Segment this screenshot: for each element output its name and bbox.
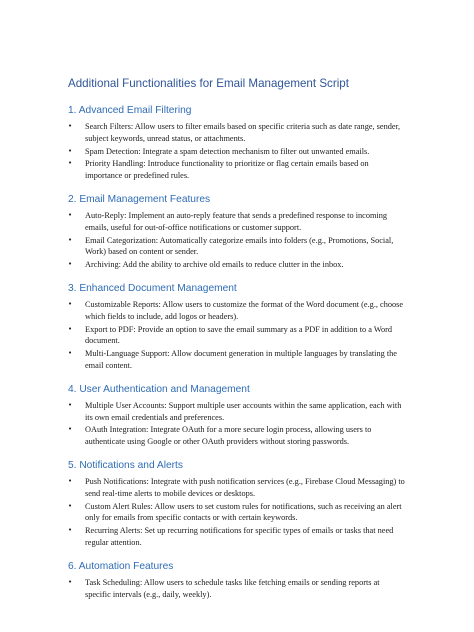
bullet-icon: •: [68, 122, 73, 130]
bullet-icon: •: [68, 299, 73, 308]
list-item: [68, 348, 406, 372]
bullet-icon: •: [68, 400, 73, 409]
list-item: [68, 525, 406, 549]
list-item-text: Custom Alert Rules: Allow users to set custom rules for notifications, such as receiving an alert only for emails from specific contacts or with certain keywords.: [85, 501, 402, 523]
list-item-text: Task Scheduling: Allow users to schedule tasks like fetching emails or sending reports at specific intervals (e.g., daily, weekly).: [85, 577, 380, 599]
bullet-icon: •: [68, 476, 73, 485]
list-item-text: Archiving: Add the ability to archive old emails to reduce clutter in the inbox.: [85, 260, 344, 270]
list-item: [68, 146, 406, 158]
bullet-icon: •: [68, 260, 73, 269]
list-item-text: Search Filters: Allow users to filter emails based on specific criteria such as date range, sender, subject keywords, unread status, or attachments.: [85, 122, 401, 143]
document-section: [68, 193, 406, 271]
bullet-icon: •: [68, 425, 73, 434]
sections-container: [68, 104, 406, 600]
list-item: [68, 400, 406, 424]
section-heading: 6. Automation Features: [68, 560, 174, 572]
section-heading: 3. Enhanced Document Management: [68, 282, 237, 294]
list-item: [68, 476, 406, 500]
document-title: Additional Functionalities for Email Management Script: [68, 77, 349, 90]
list-item: [68, 299, 406, 323]
list-item-text: Export to PDF: Provide an option to save the email summary as a PDF in addition to a Word document.: [85, 324, 393, 346]
bullet-icon: •: [68, 501, 73, 510]
list-item-text: Priority Handling: Introduce functionality to prioritize or flag certain emails based on importance or predefined rules.: [85, 159, 369, 181]
section-heading: 5. Notifications and Alerts: [68, 459, 183, 471]
bullet-icon: •: [68, 526, 73, 535]
list-item-text: Customizable Reports: Allow users to customize the format of the Word document (e.g., choose which fields to include, add logos or headers).: [85, 299, 404, 321]
bullet-list: [68, 400, 406, 448]
list-item: [68, 424, 406, 448]
list-item-text: Multiple User Accounts: Support multiple user accounts within the same application, each with its own email credentials and preferences.: [85, 400, 402, 422]
list-item-text: Push Notifications: Integrate with push notification services (e.g., Firebase Cloud Messaging) to send real-time alerts to mobile devices or desktops.: [85, 476, 405, 498]
list-item: [68, 121, 406, 145]
list-item-text: Spam Detection: Integrate a spam detection mechanism to filter out unwanted emails.: [85, 146, 370, 156]
bullet-list: [68, 476, 406, 549]
list-item-text: Multi-Language Support: Allow document generation in multiple languages by translating the email content.: [85, 349, 397, 370]
document-section: [68, 383, 406, 448]
document-section: [68, 560, 406, 601]
document-section: [68, 104, 406, 182]
list-item: [68, 577, 406, 601]
list-item: [68, 259, 406, 271]
list-item: [68, 235, 406, 259]
list-item: [68, 210, 406, 234]
list-item-text: Recurring Alerts: Set up recurring notifications for specific types of emails or tasks that need regular attention.: [85, 526, 394, 547]
bullet-list: [68, 210, 406, 271]
bullet-list: [68, 299, 406, 372]
list-item: [68, 158, 406, 182]
section-heading: 2. Email Management Features: [68, 193, 211, 205]
bullet-icon: •: [68, 349, 73, 358]
bullet-icon: •: [68, 210, 73, 219]
bullet-icon: •: [68, 159, 73, 168]
bullet-icon: •: [68, 577, 73, 586]
section-heading: 4. User Authentication and Management: [68, 383, 250, 395]
document-section: [68, 459, 406, 549]
list-item-text: OAuth Integration: Integrate OAuth for a more secure login process, allowing users to authenticate using Google or other OAuth providers without storing passwords.: [85, 425, 372, 447]
list-item: [68, 324, 406, 348]
bullet-list: [68, 577, 406, 601]
bullet-icon: •: [68, 324, 73, 333]
bullet-icon: •: [68, 235, 73, 244]
section-heading: 1. Advanced Email Filtering: [68, 105, 192, 116]
list-item-text: Auto-Reply: Implement an auto-reply feature that sends a predefined response to incoming emails, useful for out-of-office notifications or customer support.: [85, 210, 388, 232]
bullet-icon: •: [68, 146, 73, 155]
list-item: [68, 501, 406, 525]
document-section: [68, 282, 406, 372]
list-item-text: Email Categorization: Automatically categorize emails into folders (e.g., Promotions, Social, Work) based on content or sender.: [85, 235, 394, 257]
bullet-list: [68, 121, 406, 182]
